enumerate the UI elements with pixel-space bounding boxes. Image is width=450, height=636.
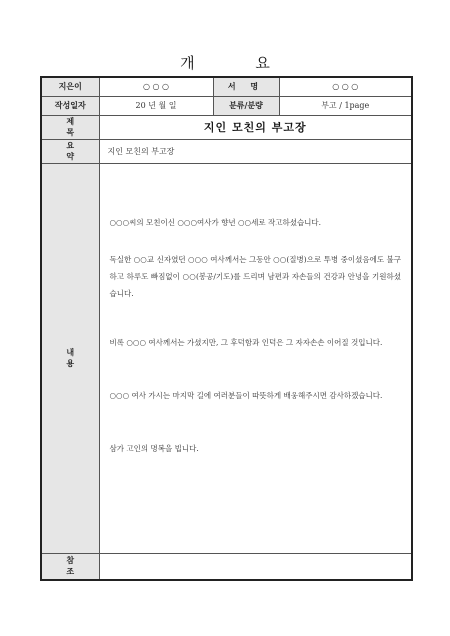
- content-paragraph: 비록 ○○○ 여사께서는 가셨지만, 그 후덕함과 인덕은 그 자자손손 이어질 것입니다.: [109, 337, 383, 347]
- content-body[interactable]: [99, 163, 412, 553]
- document-title: 개 요: [180, 54, 298, 72]
- subject-label: 제 목: [41, 115, 99, 139]
- summary-value[interactable]: 지인 모친의 부고장: [99, 139, 412, 163]
- category-value[interactable]: 부고 / 1page: [279, 96, 412, 115]
- subject-row: [41, 115, 412, 139]
- date-label: 작성일자: [41, 96, 99, 115]
- author-value[interactable]: ○ ○ ○: [99, 77, 213, 96]
- reference-value[interactable]: [99, 553, 412, 580]
- category-label: 분류/분량: [213, 96, 279, 115]
- author-label: 지은이: [41, 77, 99, 96]
- content-paragraph: ○○○씨의 모친이신 ○○○여사가 향년 ○○세로 작고하셨습니다.: [109, 217, 322, 227]
- summary-label: 요 약: [41, 139, 99, 163]
- content-row: [41, 163, 412, 553]
- reference-row: [41, 553, 412, 580]
- content-label: 내 용: [41, 163, 99, 553]
- summary-form-table: [40, 76, 413, 581]
- reference-label: 참 조: [41, 553, 99, 580]
- signature-label: 서 명: [213, 77, 279, 96]
- author-row: [41, 77, 412, 96]
- date-row: [41, 96, 412, 115]
- content-paragraph: 독실한 ○○교 신자였던 ○○○ 여사께서는 그동안 ○○(질병)으로 투병 중이셨음에도 불구하고 하루도 빠짐없이 ○○(봉공/기도)를 드리며 남편과 자손들의 건강과 안녕을 기원하셨습니다.: [109, 254, 401, 298]
- signature-value[interactable]: ○ ○ ○: [279, 77, 412, 96]
- summary-row: [41, 139, 412, 163]
- content-paragraph: 삼가 고인의 명복을 빕니다.: [109, 443, 199, 453]
- subject-value[interactable]: 지인 모친의 부고장: [99, 115, 412, 139]
- date-value[interactable]: 20 년 월 일: [99, 96, 213, 115]
- content-paragraph: ○○○ 여사 가시는 마지막 길에 여러분들이 따뜻하게 배웅해주시면 감사하겠습니다.: [109, 390, 383, 400]
